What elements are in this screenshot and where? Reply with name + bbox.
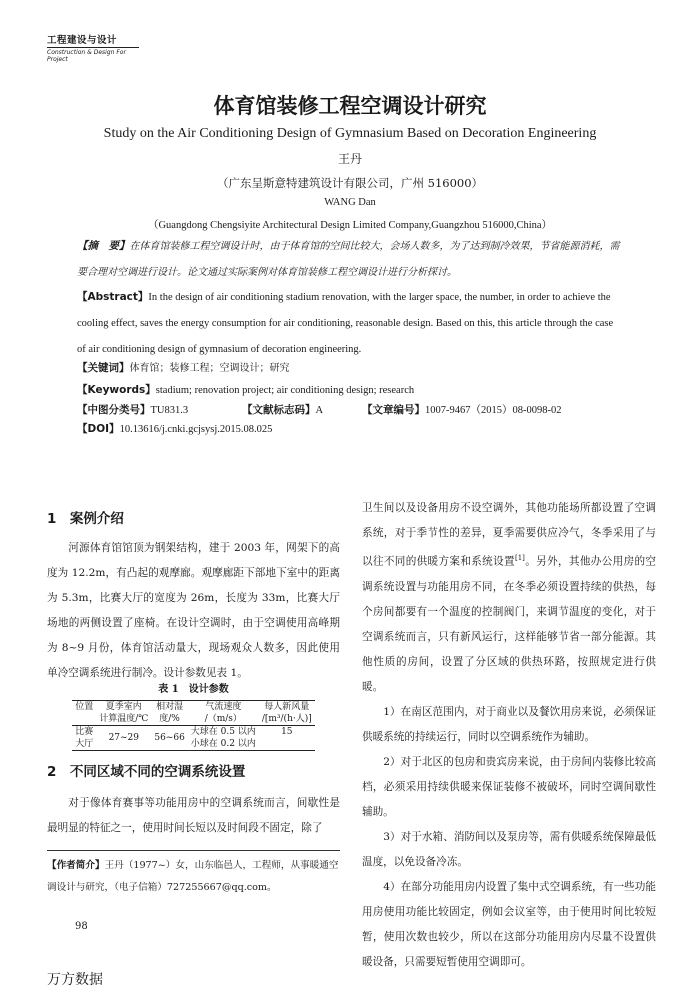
section2-paragraph: 对于像体育赛事等功能用房中的空调系统而言，间歇性是最明显的特征之一，使用时间长短以及时间段不固定，除了 [47, 797, 340, 834]
left-column [47, 507, 340, 686]
keywords-cn-text: 体育馆；装修工程；空调设计；研究 [129, 363, 290, 374]
abstract-cn-label: 【摘 要】 [77, 240, 130, 252]
page-number: 98 [75, 921, 88, 932]
article-number [362, 401, 562, 420]
keywords-en [77, 377, 624, 404]
table-row [72, 726, 315, 751]
right-paragraph-1 [362, 496, 656, 700]
table1-header-velocity-unit: /（m/s） [188, 713, 259, 726]
table1-header-temp: 夏季室内 [96, 701, 151, 714]
article-number-label: 【文章编号】 [362, 404, 425, 416]
table1-velocity [188, 726, 259, 751]
list-item: 3）对于水箱、消防间以及泵房等，需有供暖系统保障最低温度，以免设备冷冻。 [362, 830, 656, 868]
list-item: 2）对于北区的包房和贵宾房来说，由于房间内装修比较高档，必须采用持续供暖来保证装修不被破坏，同时空调间歇性辅助。 [362, 755, 656, 818]
table1-header-temp-unit: 计算温度/℃ [96, 713, 151, 726]
abstract-en [77, 284, 624, 363]
table1-fresh-air: 15 [259, 726, 315, 751]
abstract-cn-text: 在体育馆装修工程空调设计时，由于体育馆的空间比较大，会场人数多，为了达到制冷效果，节省能源消耗，需要合理对空调进行设计。论文通过实际案例对体育馆装修工程空调设计进行分析探讨。 [77, 241, 620, 278]
table1-temp: 27~29 [96, 726, 151, 751]
footnote-text: 王丹（1977~）女，山东临邑人，工程师，从事暖通空调设计与研究，（电子信箱）727255667@qq.com。 [47, 860, 339, 893]
author-en: WANG Dan [324, 197, 376, 208]
author-cn: 王丹 [337, 152, 362, 166]
row-label-line1: 比赛 [75, 727, 94, 737]
keywords-en-text: stadium; renovation project; air conditioning design; research [155, 385, 415, 396]
section1-heading: 1 案例介绍 [47, 511, 124, 527]
table1-header-fresh-air: 每人新风量 [259, 701, 315, 714]
journal-header [47, 32, 139, 63]
doi-value: 10.13616/j.cnki.gcjsysj.2015.08.025 [119, 424, 273, 435]
section2-block [47, 760, 340, 841]
classification-block [77, 401, 624, 439]
doc-code-label: 【文献标志码】 [242, 404, 316, 416]
row-label-line2: 大厅 [75, 739, 94, 749]
citation-ref: [1] [514, 554, 525, 562]
title-cn: 体育馆装修工程空调设计研究 [213, 94, 487, 118]
table1-row-label [72, 726, 96, 751]
table1-header-humidity: 相对湿 [151, 701, 187, 714]
table1-caption: 表 1 设计参数 [158, 684, 229, 695]
doc-code-value: A [315, 405, 324, 416]
section2-heading: 2 不同区域不同的空调系统设置 [47, 764, 246, 780]
table1-container [47, 680, 340, 751]
doi [77, 420, 272, 439]
keywords-cn-label: 【关键词】 [77, 362, 130, 374]
right-paragraph-1b: 。另外，其他办公用房的空调系统设置与功能用房不同，在冬季必须设置持续的供热，每个房间都要有一个温度的控制阀门，来调节温度的变化，对于空调系统而言，只有新风运行，这样能够节省一部分能源。其他性质的房间，设置了分区域的供热环路，按照规定进行供暖。 [362, 555, 657, 693]
table1-header-fresh-air-unit: /[m³/(h·人)] [259, 713, 315, 726]
classification [77, 401, 242, 420]
doc-code [242, 401, 362, 420]
table1-header-velocity: 气流速度 [188, 701, 259, 714]
journal-name-en: Construction & Design For Project [47, 47, 139, 63]
affiliation-cn: （广东呈斯意特建筑设计有限公司，广州 516000） [216, 176, 484, 190]
classification-value: TU831.3 [150, 405, 189, 416]
table1-header-location: 位置 [72, 701, 96, 714]
table1-humidity: 56~66 [151, 726, 187, 751]
right-paragraph-1a: 卫生间以及设备用房不设空调外，其他功能场所都设置了空调系统，对于季节性的差异，夏季需要供应冷气，冬季采用了与以往不同的供暖方案和系统设置 [362, 502, 656, 568]
footnote-label: 【作者简介】 [47, 860, 105, 871]
section1-paragraph: 河源体育馆馆顶为钢架结构，建于 2003 年，网架下的高度为 12.2m，有凸起的观摩廊。观摩廊距下部地下室中的距离为 5.3m，比赛大厅的宽度为 26m，长度为 33m，比赛大厅场地的两侧设置了座椅。在设计空调时，由于空调使用高峰期为 8~9 月份，体育馆活动量大，现场观众人数多，因此使用单冷空调系统进行制冷。设计参数见表 1。 [47, 542, 340, 679]
list-item: 1）在南区范围内，对于商业以及餐饮用房来说，必须保证供暖系统的持续运行，同时以空调系统作为辅助。 [362, 705, 656, 743]
velocity-line2: 小球在 0.2 以内 [190, 739, 256, 749]
keywords-en-label: 【Keywords】 [77, 384, 156, 396]
abstract-en-text: In the design of air conditioning stadium renovation, with the larger space, the number, in order to achieve the cooling effect, saves the energy consumption for air conditioning, reasonable design. Based on this, this article through the case of air conditioning design of gymnasium of decoration engineering. [77, 292, 614, 355]
list-item: 4）在部分功能用房内设置了集中式空调系统，有一些功能用房使用功能比较固定，例如会议室等，由于使用时间比较短暂，使用次数也较少，所以在这部分功能用房内尽量不设置供暖设备，只需要短暂使用空调即可。 [362, 880, 656, 968]
article-number-value: 1007-9467（2015）08-0098-02 [425, 405, 562, 416]
abstract-en-label: 【Abstract】 [77, 291, 149, 303]
classification-label: 【中图分类号】 [77, 404, 151, 416]
table1-header-location-2 [72, 713, 96, 726]
velocity-line1: 大球在 0.5 以内 [190, 727, 256, 737]
right-column [362, 496, 656, 975]
author-footnote [47, 850, 340, 899]
title-en: Study on the Air Conditioning Design of Gymnasium Based on Decoration Engineering [103, 126, 597, 141]
watermark: 万方数据 [47, 972, 103, 988]
abstract-cn [77, 233, 624, 286]
affiliation-en: （Guangdong Chengsiyite Architectural Design Limited Company,Guangzhou 516000,China） [147, 220, 553, 231]
journal-name-cn: 工程建设与设计 [47, 35, 118, 46]
doi-label: 【DOI】 [77, 423, 120, 435]
table1-header-humidity-unit: 度/% [151, 713, 187, 726]
table1 [72, 700, 315, 751]
